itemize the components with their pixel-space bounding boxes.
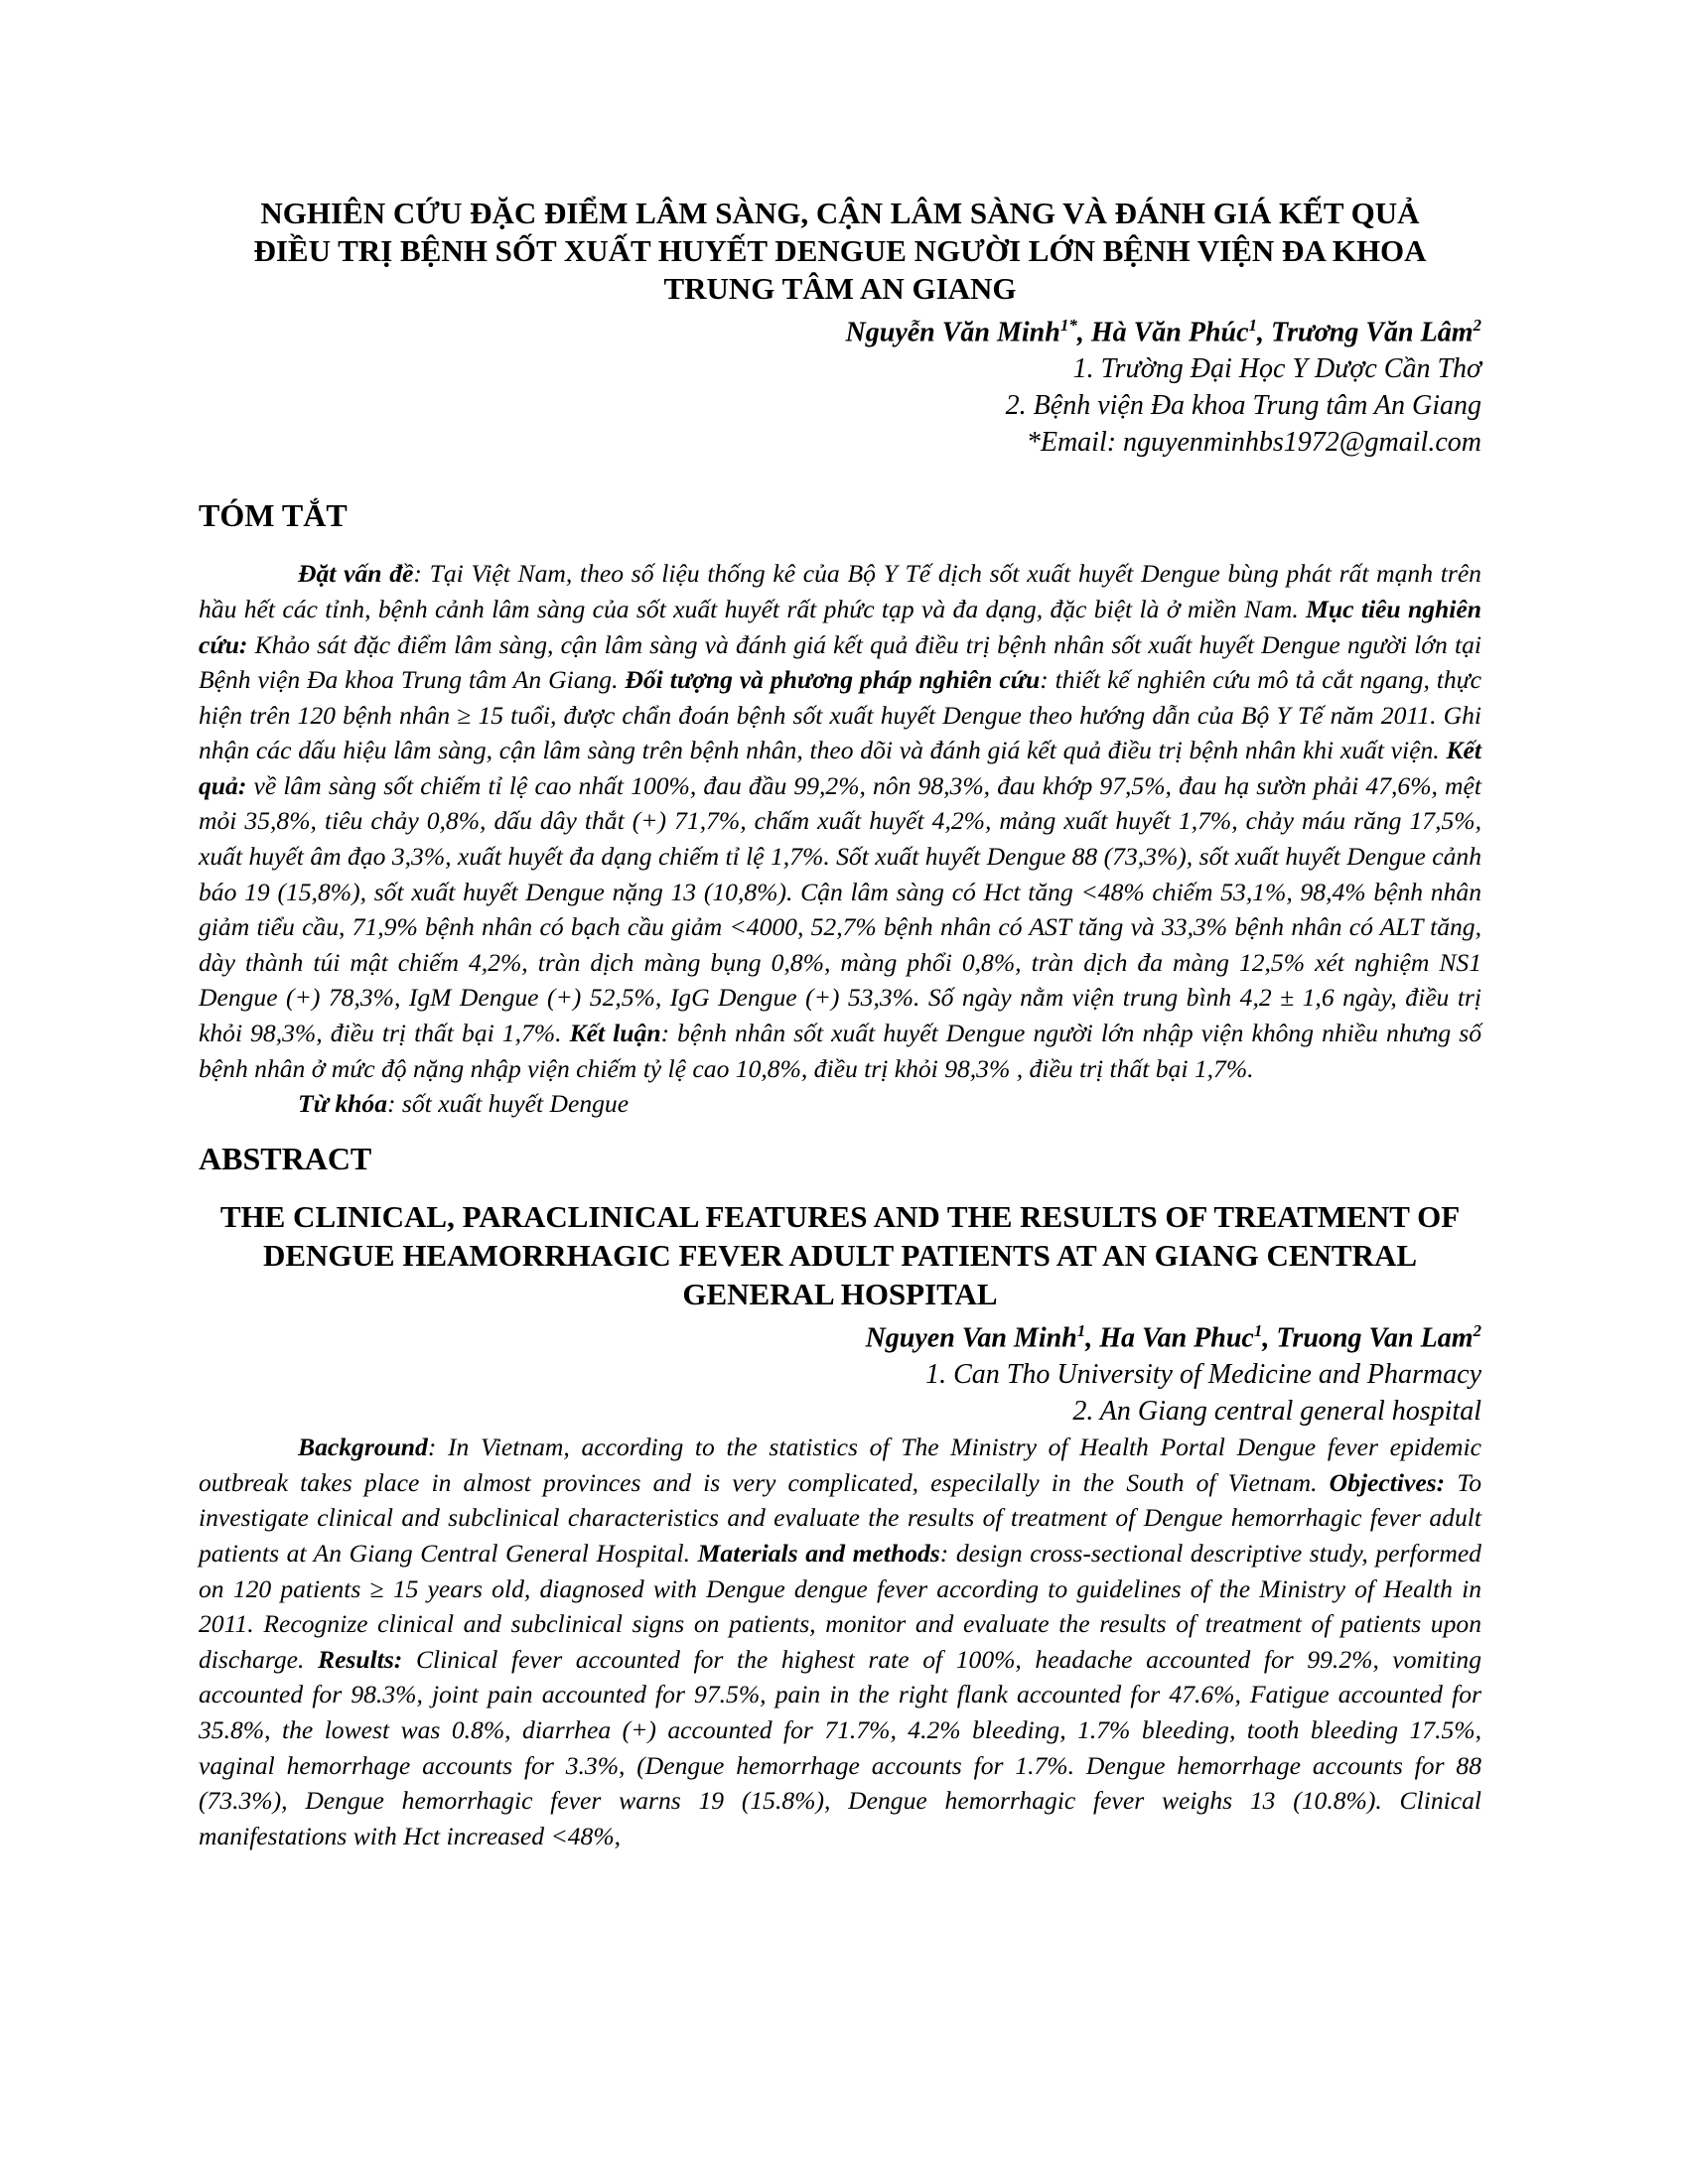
methods-label: Đối tượng và phương pháp nghiên cứu bbox=[625, 665, 1041, 695]
objectives-text: Khảo sát đặc điểm lâm sàng, cận lâm sàng và đánh giá kết quả điều trị bệnh nhân sốt xuất huyết Dengue người lớn tại Bệnh viện Đa khoa Trung tâm An Giang. bbox=[199, 629, 1481, 695]
results-text: Clinical fever accounted for the highest rate of 100%, headache accounted for 99.2%, vomiting accounted for 98.3%, joint pain accounted for 97.5%, pain in the right flank accounted for 47.6%, Fatigue accounted for 35.8%, the lowest was 0.8%, diarrhea (+) accounted for 71.7%, 4.2% bleeding, 1.7% bleeding, tooth bleeding 17.5%, vaginal hemorrhage accounts for 3.3%, (Dengue hemorrhage accounts for 1.7%. Dengue hemorrhage accounts for 88 (73.3%), Dengue hemorrhagic fever warns 19 (15.8%), Dengue hemorrhagic fever weighs 13 (10.8%). Clinical manifestations with Hct increased <48%, bbox=[199, 1644, 1482, 1850]
background-text: : Tại Việt Nam, theo số liệu thống kê của Bộ Y Tế dịch sốt xuất huyết Dengue bùng phát rất mạnh trên hầu hết các tỉnh, bệnh cảnh lâm sàng của sốt xuất huyết rất phức tạp và đa dạng, đặc biệt là ở miền Nam. bbox=[199, 559, 1481, 623]
affiliation-1: 1. Can Tho University of Medicine and Pharmacy bbox=[925, 1359, 1481, 1391]
affiliation-1: 1. Trường Đại Học Y Dược Cần Thơ bbox=[1072, 353, 1481, 385]
background-label: Background bbox=[298, 1433, 428, 1462]
background-label: Đặt vấn đề bbox=[298, 559, 414, 589]
vietnamese-abstract bbox=[199, 556, 1481, 1086]
english-title: THE CLINICAL, PARACLINICAL FEATURES AND THE RESULTS OF TREATMENT OF DENGUE HEAMORRHAGIC FEVER ADULT PATIENTS AT AN GIANG CENTRAL GENERAL HOSPITAL bbox=[219, 1198, 1461, 1311]
english-authors: Nguyen Van Minh$^1$, Ha Van Phuc$^1$, Truong Van Lam$^2$ bbox=[865, 1320, 1481, 1354]
background-text: : In Vietnam, according to the statistics of The Ministry of Health Portal Dengue fever epidemic outbreak takes place in almost provinces and is very complicated, especilally in the South of Vietnam. bbox=[199, 1433, 1481, 1497]
vietnamese-authors: Nguyễn Văn Minh$^{1*}$, Hà Văn Phúc$^1$, Trương Văn Lâm$^2$ bbox=[845, 316, 1481, 348]
affiliation-2: 2. Bệnh viện Đa khoa Trung tâm An Giang bbox=[1005, 390, 1481, 422]
author-name: Ha Van Phuc bbox=[1099, 1322, 1254, 1354]
author-sup: 2 bbox=[1473, 316, 1481, 335]
conclusion-label: Kết luận bbox=[569, 1019, 661, 1048]
author-name: Hà Văn Phúc bbox=[1090, 317, 1249, 348]
keywords-label: Từ khóa bbox=[298, 1089, 387, 1119]
author-name: Nguyễn Văn Minh bbox=[845, 317, 1060, 348]
email-line: *Email: nguyenminhbs1972@gmail.com bbox=[1026, 427, 1481, 459]
author-sup: 1 bbox=[1248, 316, 1258, 335]
objectives-label: Objectives: bbox=[1329, 1467, 1446, 1497]
author-name: Trương Văn Lâm bbox=[1271, 317, 1474, 348]
author-sup: 1* bbox=[1059, 316, 1077, 335]
author-name: Truong Van Lam bbox=[1276, 1322, 1474, 1354]
vietnamese-title: NGHIÊN CỨU ĐẶC ĐIỂM LÂM SÀNG, CẬN LÂM SÀNG VÀ ĐÁNH GIÁ KẾT QUẢ ĐIỀU TRỊ BỆNH SỐT XUẤT HUYẾT DENGUE NGƯỜI LỚN BỆNH VIỆN ĐA KHOA TRUNG TÂM AN GIANG bbox=[253, 196, 1427, 306]
methods-text: : design cross-sectional descriptive study, performed on 120 patients ≥ 15 years old, diagnosed with Dengue dengue fever according to guidelines of the Ministry of Health in 2011. Recognize clinical and subclinical signs on patients, monitor and evaluate the results of treatment of patients upon discharge. bbox=[199, 1538, 1481, 1674]
objectives-text: To investigate clinical and subclinical characteristics and evaluate the results of treatment of Dengue hemorrhagic fever adult patients at An Giang Central General Hospital. bbox=[199, 1467, 1481, 1568]
results-label: Kết quả: bbox=[199, 736, 1481, 800]
affiliation-2: 2. An Giang central general hospital bbox=[1072, 1396, 1481, 1428]
author-name: Nguyen Van Minh bbox=[865, 1322, 1077, 1354]
keywords-text: : sốt xuất huyết Dengue bbox=[387, 1089, 630, 1119]
author-sup: 2 bbox=[1473, 1320, 1481, 1340]
results-text: về lâm sàng sốt chiếm tỉ lệ cao nhất 100%, đau đầu 99,2%, nôn 98,3%, đau khớp 97,5%, đau hạ sườn phải 47,6%, mệt mỏi 35,8%, tiêu chảy 0,8%, dấu dây thắt (+) 71,7%, chấm xuất huyết 4,2%, mảng xuất huyết 1,7%, chảy máu răng 17,5%, xuất huyết âm đạo 3,3%, xuất huyết đa dạng chiếm tỉ lệ 1,7%. Sốt xuất huyết Dengue 88 (73,3%), sốt xuất huyết Dengue cảnh báo 19 (15,8%), sốt xuất huyết Dengue nặng 13 (10,8%). Cận lâm sàng có Hct tăng <48% chiếm 53,1%, 98,4% bệnh nhân giảm tiểu cầu, 71,9% bệnh nhân có bạch cầu giảm <4000, 52,7% bệnh nhân có AST tăng và 33,3% bệnh nhân có ALT tăng, dày thành túi mật chiếm 4,2%, tràn dịch màng bụng 0,8%, màng phổi 0,8%, tràn dịch đa màng 12,5% xét nghiệm NS1 Dengue (+) 78,3%, IgM Dengue (+) 52,5%, IgG Dengue (+) 53,3%. Số ngày nằm viện trung bình 4,2 ± 1,6 ngày, điều trị khỏi 98,3%, điều trị thất bại 1,7%. bbox=[199, 770, 1481, 1048]
objectives-label: Mục tiêu nghiên cứu: bbox=[199, 594, 1481, 659]
author-sup: 1 bbox=[1253, 1320, 1263, 1340]
author-sup: 1 bbox=[1076, 1320, 1086, 1340]
methods-label: Materials and methods bbox=[697, 1538, 940, 1568]
methods-text: : thiết kế nghiên cứu mô tả cắt ngang, thực hiện trên 120 bệnh nhân ≥ 15 tuổi, được chẩn đoán bệnh sốt xuất huyết Dengue theo hướng dẫn của Bộ Y Tế năm 2011. Ghi nhận các dấu hiệu lâm sàng, cận lâm sàng trên bệnh nhân, theo dõi và đánh giá kết quả điều trị bệnh nhân khi xuất viện. bbox=[199, 665, 1481, 765]
summary-heading: TÓM TẮT bbox=[199, 497, 348, 534]
english-abstract bbox=[199, 1430, 1481, 1853]
conclusion-text: : bệnh nhân sốt xuất huyết Dengue người lớn nhập viện không nhiều nhưng số bệnh nhân ở mức độ nặng nhập viện chiếm tỷ lệ cao 10,8%, điều trị khỏi 98,3% , điều trị thất bại 1,7%. bbox=[199, 1019, 1481, 1083]
abstract-heading: ABSTRACT bbox=[199, 1140, 372, 1176]
results-label: Results: bbox=[318, 1644, 403, 1674]
keywords-line bbox=[199, 1086, 1481, 1122]
paper-page bbox=[199, 195, 1481, 1853]
